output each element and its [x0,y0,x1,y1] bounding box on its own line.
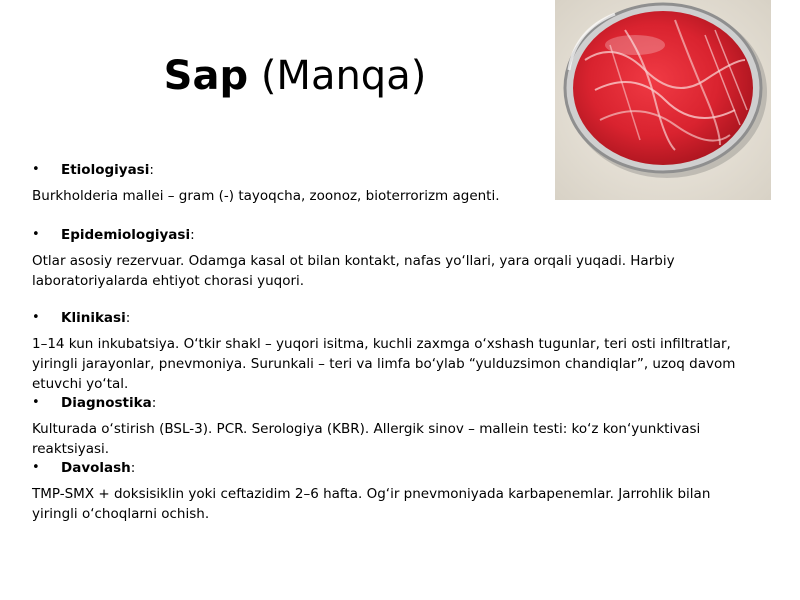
section-heading: Klinikasi: [61,310,131,326]
section-davolash [32,458,752,524]
section-heading: Diagnostika: [61,395,157,411]
bullet: • [32,395,40,410]
title-bold: Sap [163,53,249,99]
section-heading: Etiologiyasi: [61,162,154,178]
section-text: Burkholderia mallei – gram (-) tayoqcha, zoonoz, bioterrorizm agenti. [32,188,500,204]
bullet: • [32,460,40,475]
bullet: • [32,227,40,242]
section-epidemiologiyasi [32,225,752,291]
section-text: TMP-SMX + doksisiklin yoki ceftazidim 2–6 hafta. Og‘ir pnevmoniyada karbapenemlar. Jarrohlik bilan yiringli o‘choqlarni ochish. [32,486,711,522]
bullet: • [32,162,40,177]
section-text: 1–14 kun inkubatsiya. O‘tkir shakl – yuqori isitma, kuchli zaxmga o‘xshash tugunlar, teri osti infiltratlar, yiringli jarayonlar, pnevmoniya. Surunkali – teri va limfa bo‘ylab “yulduzsimon chandiqlar”, uzoq davom etuvchi yo‘tal. [32,336,736,392]
bullet: • [32,310,40,325]
section-heading: Epidemiologiyasi: [61,227,195,243]
section-heading: Davolash: [61,460,136,476]
section-text: Kulturada o‘stirish (BSL-3). PCR. Serologiya (KBR). Allergik sinov – mallein testi: ko‘z kon‘yunktivasi reaktsiyasi. [32,421,701,457]
section-text: Otlar asosiy rezervuar. Odamga kasal ot bilan kontakt, nafas yo‘llari, yara orqali yuqadi. Harbiy laboratoriyalarda ehtiyot chorasi yuqori. [32,253,675,289]
section-diagnostika [32,393,752,459]
title-normal: (Manqa) [248,53,427,99]
slide-title [60,48,530,104]
section-etiologiyasi [32,160,752,206]
section-klinikasi [32,308,752,394]
